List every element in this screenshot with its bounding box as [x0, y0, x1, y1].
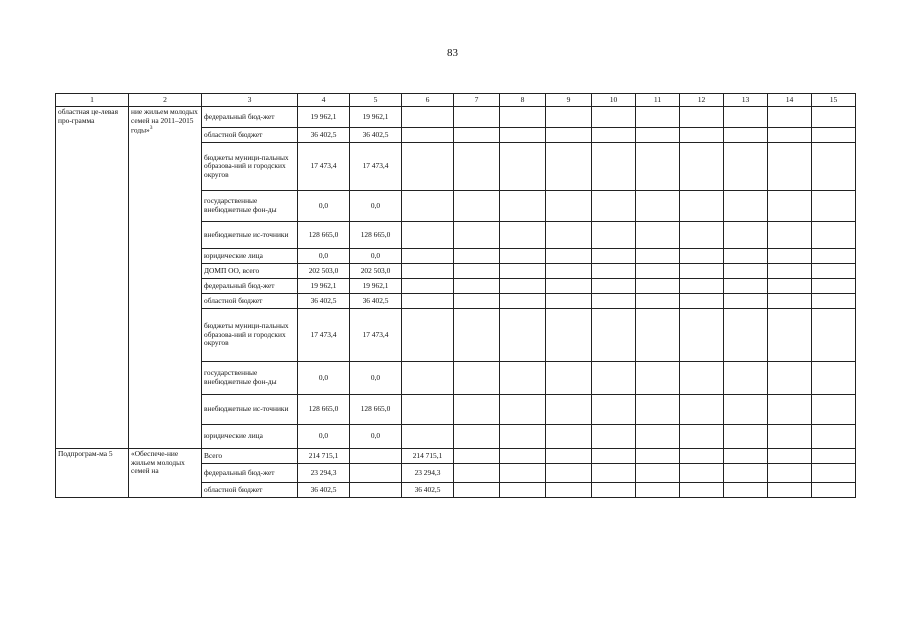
- empty-cell: [592, 395, 636, 425]
- amount-cell-c4: 23 294,3: [298, 464, 350, 483]
- empty-cell: [680, 425, 724, 449]
- empty-cell: [636, 128, 680, 143]
- funding-source-cell: Всего: [202, 449, 298, 464]
- empty-cell: [680, 222, 724, 249]
- column-header: 13: [724, 94, 768, 107]
- amount-cell-c4: 214 715,1: [298, 449, 350, 464]
- amount-cell-c5: 19 962,1: [350, 107, 402, 128]
- amount-cell-c6: [402, 362, 454, 395]
- empty-cell: [592, 264, 636, 279]
- empty-cell: [680, 464, 724, 483]
- empty-cell: [768, 222, 812, 249]
- empty-cell: [454, 143, 500, 191]
- table-row: [56, 107, 856, 128]
- amount-cell-c6: [402, 395, 454, 425]
- amount-cell-c6: 36 402,5: [402, 483, 454, 498]
- program-name-cell: [129, 449, 202, 498]
- amount-cell-c6: [402, 107, 454, 128]
- column-header: 15: [812, 94, 856, 107]
- empty-cell: [724, 362, 768, 395]
- amount-cell-c6: [402, 309, 454, 362]
- column-header: 5: [350, 94, 402, 107]
- amount-cell-c5: 0,0: [350, 191, 402, 222]
- empty-cell: [546, 425, 592, 449]
- amount-cell-c6: [402, 222, 454, 249]
- empty-cell: [768, 362, 812, 395]
- empty-cell: [546, 279, 592, 294]
- empty-cell: [454, 309, 500, 362]
- funding-source-cell: внебюджетные ис-точники: [202, 395, 298, 425]
- empty-cell: [636, 279, 680, 294]
- empty-cell: [500, 362, 546, 395]
- funding-source-cell: ДОМП ОО, всего: [202, 264, 298, 279]
- program-type-cell: областная це-левая про-грамма: [56, 107, 129, 449]
- amount-cell-c6: [402, 128, 454, 143]
- empty-cell: [592, 294, 636, 309]
- amount-cell-c4: 128 665,0: [298, 222, 350, 249]
- empty-cell: [636, 143, 680, 191]
- empty-cell: [812, 191, 856, 222]
- empty-cell: [768, 395, 812, 425]
- empty-cell: [812, 362, 856, 395]
- empty-cell: [680, 294, 724, 309]
- empty-cell: [680, 264, 724, 279]
- empty-cell: [592, 107, 636, 128]
- amount-cell-c4: 0,0: [298, 362, 350, 395]
- empty-cell: [768, 425, 812, 449]
- empty-cell: [812, 464, 856, 483]
- program-name-cell: [129, 107, 202, 449]
- column-header: 1: [56, 94, 129, 107]
- amount-cell-c5: 128 665,0: [350, 395, 402, 425]
- column-header: 4: [298, 94, 350, 107]
- empty-cell: [768, 279, 812, 294]
- empty-cell: [592, 249, 636, 264]
- empty-cell: [636, 362, 680, 395]
- empty-cell: [636, 264, 680, 279]
- empty-cell: [454, 279, 500, 294]
- amount-cell-c5: 0,0: [350, 425, 402, 449]
- funding-source-cell: областной бюджет: [202, 483, 298, 498]
- empty-cell: [636, 249, 680, 264]
- empty-cell: [724, 483, 768, 498]
- column-header: 14: [768, 94, 812, 107]
- funding-source-cell: государственные внебюджетные фон-ды: [202, 191, 298, 222]
- empty-cell: [546, 464, 592, 483]
- column-header: 7: [454, 94, 500, 107]
- empty-cell: [768, 294, 812, 309]
- empty-cell: [724, 222, 768, 249]
- column-header: 10: [592, 94, 636, 107]
- empty-cell: [680, 279, 724, 294]
- empty-cell: [680, 309, 724, 362]
- column-header: 9: [546, 94, 592, 107]
- empty-cell: [724, 143, 768, 191]
- funding-source-cell: федеральный бюд-жет: [202, 279, 298, 294]
- funding-source-cell: областной бюджет: [202, 128, 298, 143]
- empty-cell: [592, 309, 636, 362]
- empty-cell: [768, 264, 812, 279]
- empty-cell: [454, 395, 500, 425]
- amount-cell-c6: [402, 294, 454, 309]
- amount-cell-c4: 0,0: [298, 249, 350, 264]
- empty-cell: [500, 143, 546, 191]
- empty-cell: [500, 425, 546, 449]
- empty-cell: [500, 128, 546, 143]
- column-header: 11: [636, 94, 680, 107]
- empty-cell: [680, 128, 724, 143]
- funding-source-cell: федеральный бюд-жет: [202, 107, 298, 128]
- empty-cell: [680, 107, 724, 128]
- empty-cell: [454, 249, 500, 264]
- empty-cell: [500, 107, 546, 128]
- funding-source-cell: федеральный бюд-жет: [202, 464, 298, 483]
- empty-cell: [636, 107, 680, 128]
- amount-cell-c4: 128 665,0: [298, 395, 350, 425]
- empty-cell: [812, 279, 856, 294]
- empty-cell: [592, 483, 636, 498]
- amount-cell-c6: [402, 143, 454, 191]
- empty-cell: [592, 425, 636, 449]
- empty-cell: [546, 128, 592, 143]
- empty-cell: [592, 279, 636, 294]
- empty-cell: [768, 191, 812, 222]
- empty-cell: [454, 449, 500, 464]
- funding-source-cell: областной бюджет: [202, 294, 298, 309]
- empty-cell: [680, 449, 724, 464]
- program-type-cell: Подпрограм-ма 5: [56, 449, 129, 498]
- empty-cell: [724, 264, 768, 279]
- empty-cell: [724, 128, 768, 143]
- empty-cell: [546, 107, 592, 128]
- empty-cell: [724, 107, 768, 128]
- empty-cell: [454, 191, 500, 222]
- amount-cell-c4: 36 402,5: [298, 294, 350, 309]
- empty-cell: [680, 395, 724, 425]
- empty-cell: [500, 483, 546, 498]
- amount-cell-c4: 202 503,0: [298, 264, 350, 279]
- empty-cell: [546, 222, 592, 249]
- empty-cell: [724, 395, 768, 425]
- empty-cell: [680, 249, 724, 264]
- empty-cell: [500, 309, 546, 362]
- empty-cell: [724, 464, 768, 483]
- amount-cell-c6: [402, 279, 454, 294]
- empty-cell: [768, 483, 812, 498]
- empty-cell: [546, 449, 592, 464]
- empty-cell: [812, 128, 856, 143]
- amount-cell-c5: 36 402,5: [350, 294, 402, 309]
- empty-cell: [454, 222, 500, 249]
- empty-cell: [546, 483, 592, 498]
- amount-cell-c6: [402, 264, 454, 279]
- empty-cell: [636, 449, 680, 464]
- empty-cell: [546, 309, 592, 362]
- empty-cell: [592, 128, 636, 143]
- empty-cell: [500, 249, 546, 264]
- amount-cell-c4: 19 962,1: [298, 107, 350, 128]
- empty-cell: [636, 464, 680, 483]
- empty-cell: [454, 483, 500, 498]
- column-header: 2: [129, 94, 202, 107]
- empty-cell: [812, 249, 856, 264]
- empty-cell: [724, 294, 768, 309]
- amount-cell-c5: 36 402,5: [350, 128, 402, 143]
- empty-cell: [812, 309, 856, 362]
- column-header: 6: [402, 94, 454, 107]
- empty-cell: [500, 279, 546, 294]
- empty-cell: [724, 249, 768, 264]
- column-header: 3: [202, 94, 298, 107]
- amount-cell-c4: 36 402,5: [298, 483, 350, 498]
- empty-cell: [724, 279, 768, 294]
- empty-cell: [454, 294, 500, 309]
- empty-cell: [636, 483, 680, 498]
- empty-cell: [500, 222, 546, 249]
- funding-source-cell: юридические лица: [202, 249, 298, 264]
- funding-source-cell: юридические лица: [202, 425, 298, 449]
- amount-cell-c5: 202 503,0: [350, 264, 402, 279]
- program-name-text: «Обеспече-ние жильем молодых семей на: [131, 449, 185, 476]
- empty-cell: [812, 294, 856, 309]
- empty-cell: [724, 191, 768, 222]
- column-header: 12: [680, 94, 724, 107]
- empty-cell: [812, 222, 856, 249]
- amount-cell-c5: 0,0: [350, 249, 402, 264]
- table-row: [56, 449, 856, 464]
- amount-cell-c5: [350, 449, 402, 464]
- empty-cell: [724, 425, 768, 449]
- column-header-row: [56, 94, 856, 107]
- amount-cell-c6: 23 294,3: [402, 464, 454, 483]
- amount-cell-c5: 17 473,4: [350, 309, 402, 362]
- column-header: 8: [500, 94, 546, 107]
- empty-cell: [500, 464, 546, 483]
- empty-cell: [592, 362, 636, 395]
- empty-cell: [500, 264, 546, 279]
- empty-cell: [812, 449, 856, 464]
- empty-cell: [546, 264, 592, 279]
- empty-cell: [768, 464, 812, 483]
- empty-cell: [768, 143, 812, 191]
- empty-cell: [592, 464, 636, 483]
- amount-cell-c6: [402, 425, 454, 449]
- empty-cell: [454, 464, 500, 483]
- empty-cell: [546, 249, 592, 264]
- amount-cell-c4: 0,0: [298, 191, 350, 222]
- empty-cell: [454, 425, 500, 449]
- amount-cell-c5: 128 665,0: [350, 222, 402, 249]
- empty-cell: [768, 309, 812, 362]
- funding-source-cell: государственные внебюджетные фон-ды: [202, 362, 298, 395]
- empty-cell: [812, 483, 856, 498]
- funding-source-cell: внебюджетные ис-точники: [202, 222, 298, 249]
- funding-source-cell: бюджеты муници-пальных образова-ний и городских округов: [202, 143, 298, 191]
- empty-cell: [680, 191, 724, 222]
- empty-cell: [724, 449, 768, 464]
- empty-cell: [592, 449, 636, 464]
- empty-cell: [768, 128, 812, 143]
- empty-cell: [636, 309, 680, 362]
- empty-cell: [500, 395, 546, 425]
- amount-cell-c5: [350, 464, 402, 483]
- empty-cell: [724, 309, 768, 362]
- empty-cell: [812, 395, 856, 425]
- empty-cell: [680, 483, 724, 498]
- empty-cell: [636, 222, 680, 249]
- empty-cell: [680, 362, 724, 395]
- amount-cell-c5: 17 473,4: [350, 143, 402, 191]
- empty-cell: [500, 191, 546, 222]
- program-name-text: ние жильем молодых семей на 2011–2015 годы»: [131, 107, 198, 135]
- amount-cell-c5: [350, 483, 402, 498]
- empty-cell: [636, 191, 680, 222]
- empty-cell: [454, 107, 500, 128]
- empty-cell: [636, 294, 680, 309]
- empty-cell: [592, 143, 636, 191]
- empty-cell: [546, 294, 592, 309]
- empty-cell: [500, 449, 546, 464]
- empty-cell: [454, 128, 500, 143]
- empty-cell: [812, 264, 856, 279]
- empty-cell: [454, 362, 500, 395]
- empty-cell: [636, 425, 680, 449]
- empty-cell: [546, 395, 592, 425]
- amount-cell-c4: 0,0: [298, 425, 350, 449]
- empty-cell: [592, 222, 636, 249]
- empty-cell: [812, 143, 856, 191]
- funding-source-cell: бюджеты муници-пальных образова-ний и городских округов: [202, 309, 298, 362]
- footnote-marker: 3: [149, 125, 153, 132]
- empty-cell: [768, 107, 812, 128]
- amount-cell-c6: [402, 191, 454, 222]
- empty-cell: [812, 425, 856, 449]
- amount-cell-c5: 19 962,1: [350, 279, 402, 294]
- page-number: 83: [447, 47, 458, 59]
- empty-cell: [454, 264, 500, 279]
- empty-cell: [500, 294, 546, 309]
- amount-cell-c4: 36 402,5: [298, 128, 350, 143]
- empty-cell: [812, 107, 856, 128]
- empty-cell: [592, 191, 636, 222]
- empty-cell: [768, 249, 812, 264]
- budget-table: [55, 93, 856, 498]
- empty-cell: [768, 449, 812, 464]
- empty-cell: [546, 143, 592, 191]
- empty-cell: [546, 191, 592, 222]
- amount-cell-c5: 0,0: [350, 362, 402, 395]
- empty-cell: [680, 143, 724, 191]
- amount-cell-c4: 19 962,1: [298, 279, 350, 294]
- empty-cell: [636, 395, 680, 425]
- amount-cell-c4: 17 473,4: [298, 143, 350, 191]
- amount-cell-c6: [402, 249, 454, 264]
- amount-cell-c6: 214 715,1: [402, 449, 454, 464]
- empty-cell: [546, 362, 592, 395]
- amount-cell-c4: 17 473,4: [298, 309, 350, 362]
